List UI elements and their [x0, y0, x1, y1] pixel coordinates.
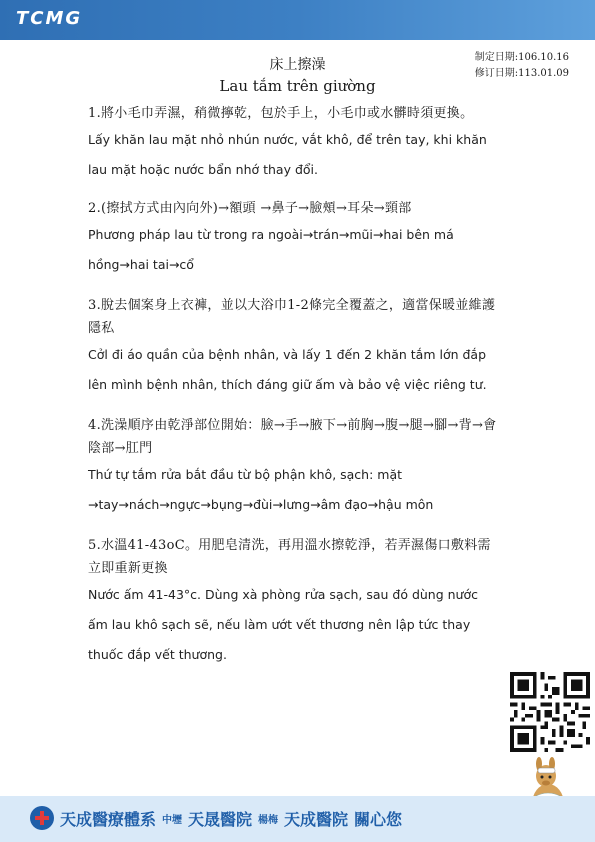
location-zhongli: 中壢: [162, 814, 183, 826]
location-yangmei: 楊梅: [258, 814, 279, 826]
hospital-name-tiansheng: 天晟醫院: [188, 809, 253, 829]
instruction-item: [88, 534, 500, 670]
footer-banner: [0, 796, 595, 842]
created-date: 制定日期:106.10.16: [474, 52, 569, 63]
instruction-vi: Lấy khăn lau mặt nhỏ nhún nước, vắt khô, để trên tay, khi khăn lau mặt hoặc nước bẩn nhớ thay đổi.: [88, 132, 487, 177]
top-banner: [0, 0, 595, 40]
instruction-zh: 1.將小毛巾弄濕，稍微擰乾，包於手上，小毛巾或水髒時須更換。: [88, 106, 474, 121]
slogan: 關心您: [354, 809, 403, 829]
hospital-cross-logo-icon: [30, 806, 54, 830]
instruction-list: [88, 102, 500, 684]
instruction-vi: Phương pháp lau từ trong ra ngoài→trán→mũi→hai bên má hồng→hai tai→cổ: [88, 227, 454, 272]
revised-date: 修订日期:113.01.09: [474, 68, 569, 79]
title-chinese: 床上擦澡: [269, 57, 326, 73]
instruction-item: [88, 197, 500, 280]
instruction-zh: 5.水溫41-43oC。用肥皂清洗，再用溫水擦乾淨，若弄濕傷口敷料需立即重新更換: [88, 538, 491, 576]
brand-logo-text: TCMG: [16, 8, 83, 29]
hospital-system-name: 天成醫療體系: [60, 809, 157, 829]
instruction-item: [88, 414, 500, 520]
hospital-name-tiancheng: 天成醫院: [284, 809, 349, 829]
instruction-vi: Cởl đi áo quần của bệnh nhân, và lấy 1 đến 2 khăn tắm lớn đắp lên mình bệnh nhân, thích đáng giữ ấm và bảo vệ việc riêng tư.: [88, 347, 487, 392]
instruction-item: [88, 294, 500, 400]
instruction-vi: Nước ấm 41-43°c. Dùng xà phòng rửa sạch, sau đó dùng nước ấm lau khô sạch sẽ, nếu làm ướt vết thương nên lập tức thay thuốc đắp vết thương.: [88, 587, 478, 662]
qr-code-icon[interactable]: [510, 672, 590, 752]
title-vietnamese: Lau tắm trên giường: [219, 77, 376, 95]
instruction-item: [88, 102, 500, 185]
instruction-zh: 3.脫去個案身上衣褲，並以大浴巾1-2條完全覆蓋之，適當保暖並維護隱私: [88, 298, 496, 336]
instruction-zh: 2.(擦拭方式由內向外)→額頭 →鼻子→臉頰→耳朵→頸部: [88, 201, 412, 216]
footer-hospital-line: [30, 806, 402, 830]
instruction-zh: 4.洗澡順序由乾淨部位開始：臉→手→腋下→前胸→腹→腿→腳→背→會陰部→肛門: [88, 418, 497, 456]
instruction-vi: Thứ tự tắm rửa bắt đầu từ bộ phận khô, sạch: mặt →tay→nách→ngực→bụng→đùi→lưng→âm đạo→hậu môn: [88, 467, 434, 512]
